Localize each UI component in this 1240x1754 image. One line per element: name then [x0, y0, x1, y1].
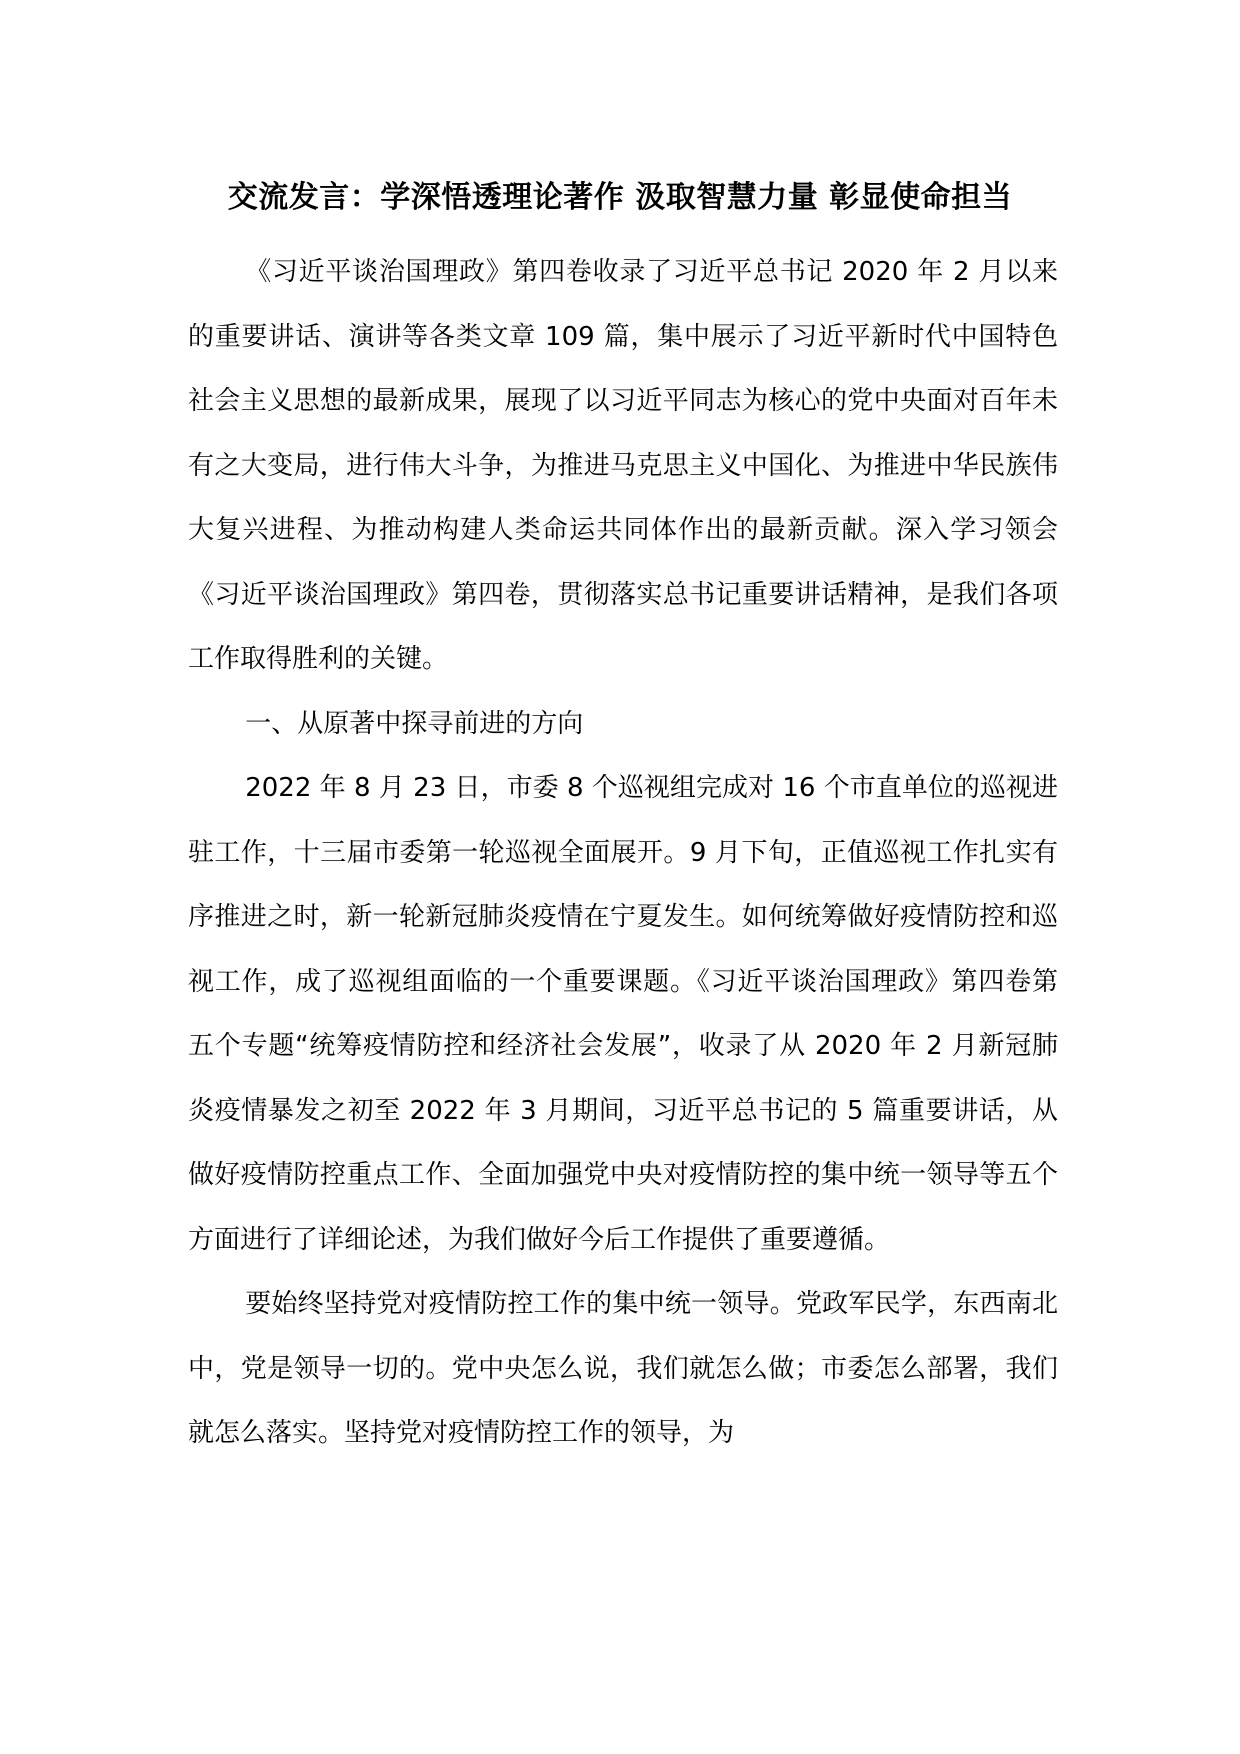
paragraph-intro: 《习近平谈治国理政》第四卷收录了习近平总书记 2020 年 2 月以来的重要讲话、演讲等各类文章 109 篇，集中展示了习近平新时代中国特色社会主义思想的最新成果，展现了以习近平同志为核心的党中央面对百年未有之大变局，进行伟大斗争，为推进马克思主义中国化、为推进中华民族伟大复兴进程、为推动构建人类命运共同体作出的最新贡献。深入学习领会《习近平谈治国理政》第四卷，贯彻落实总书记重要讲话精神，是我们各项工作取得胜利的关键。	[188, 257, 1058, 674]
paragraph-leadership: 要始终坚持党对疫情防控工作的集中统一领导。党政军民学，东西南北中，党是领导一切的。党中央怎么说，我们就怎么做；市委怎么部署，我们就怎么落实。坚持党对疫情防控工作的领导，为	[188, 1289, 1058, 1448]
section-heading: 一、从原著中探寻前进的方向	[245, 708, 584, 739]
paragraph-inspection: 2022 年 8 月 23 日，市委 8 个巡视组完成对 16 个市直单位的巡视进驻工作，十三届市委第一轮巡视全面展开。9 月下旬，正值巡视工作扎实有序推进之时，新一轮新冠肺炎疫情在宁夏发生。如何统筹做好疫情防控和巡视工作，成了巡视组面临的一个重要课题。《习近平谈治国理政》第四卷第五个专题“统筹疫情防控和经济社会发展”，收录了从 2020 年 2 月新冠肺炎疫情暴发之初至 2022 年 3 月期间，习近平总书记的 5 篇重要讲话，从做好疫情防控重点工作、全面加强党中央对疫情防控的集中统一领导等五个方面进行了详细论述，为我们做好今后工作提供了重要遵循。	[188, 773, 1058, 1255]
document-title: 交流发言：学深悟透理论著作 汲取智慧力量 彰显使命担当	[227, 180, 1013, 215]
document-body	[188, 240, 1058, 1466]
